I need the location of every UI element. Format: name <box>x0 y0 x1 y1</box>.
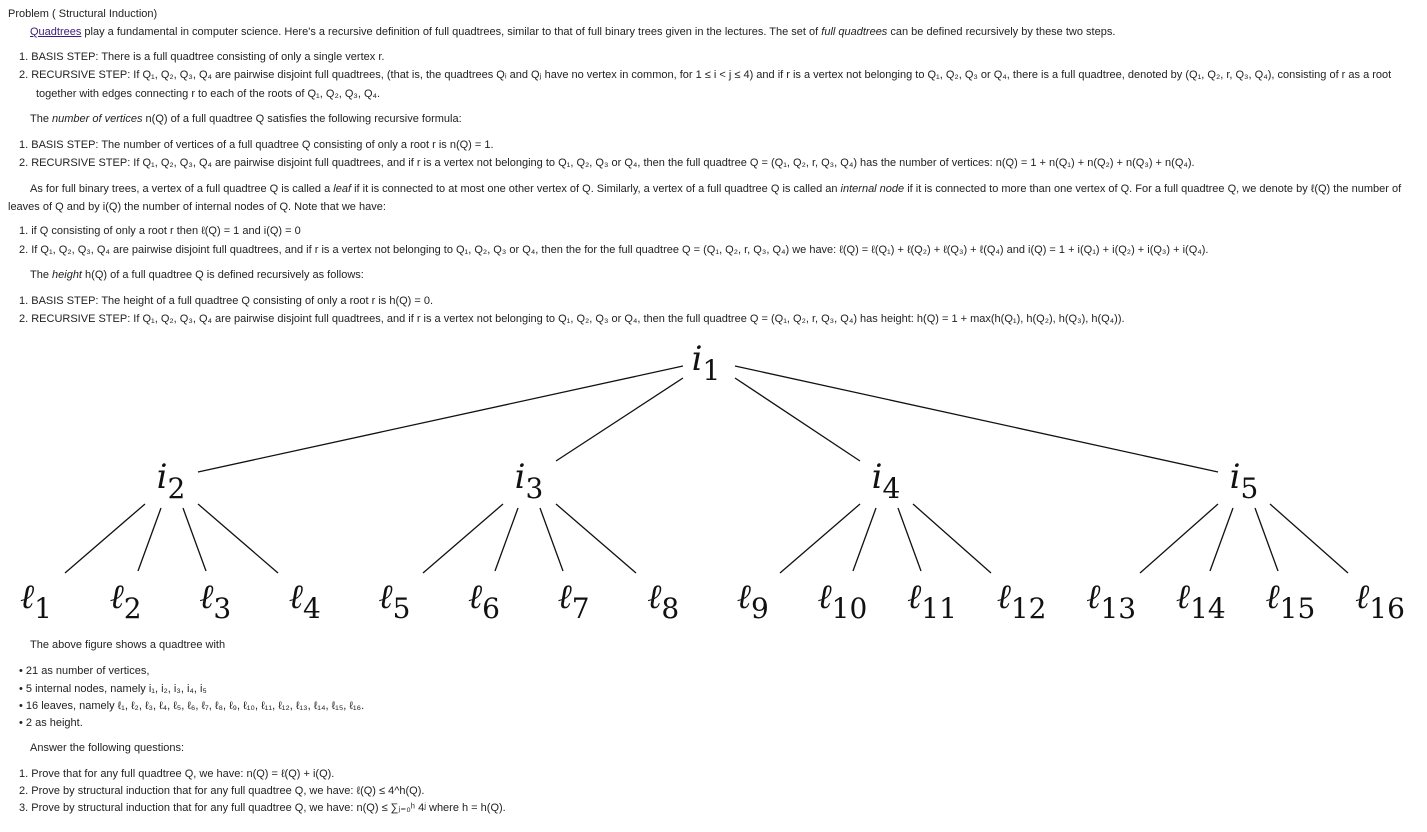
node-leaf-8: ℓ$_8$ <box>647 577 680 625</box>
node-leaf-4: ℓ$_4$ <box>288 577 321 625</box>
edge-i2-l4 <box>198 504 278 573</box>
edge-i1-i4 <box>735 378 860 461</box>
height-intro-b: h(Q) of a full quadtree Q is defined recursively as follows: <box>82 269 364 281</box>
edge-i1-i5 <box>735 366 1218 472</box>
tree-edges <box>65 366 1348 573</box>
edge-i4-l11 <box>898 508 921 571</box>
definition-recursive-step: 2. RECURSIVE STEP: If Q₁, Q₂, Q₃, Q₄ are pairwise disjoint full quadtrees, (that is, the quadtrees Qᵢ and Qⱼ have no vertex in common, for 1 ≤ i < j ≤ 4) and if r is a vertex not belonging to Q₁, Q₂, Q₃ or Q₄, there is a full quadtree, denoted by (Q₁, Q₂, r, Q₃, Q₄), consisting of r as a root <box>19 69 1392 81</box>
questions-intro: Answer the following questions: <box>30 742 185 754</box>
node-leaf-13: ℓ$_{13}$ <box>1086 577 1137 625</box>
edge-i4-l9 <box>780 504 860 573</box>
summary-intro: The above figure shows a quadtree with <box>30 639 226 651</box>
definition-recursive-step-cont: together with edges connecting r to each of the roots of Q₁, Q₂, Q₃, Q₄. <box>36 88 381 100</box>
edge-i5-l15 <box>1255 508 1278 571</box>
node-internal-2: $i_2$ <box>156 457 186 505</box>
intro-text-b: can be defined recursively by these two steps. <box>887 26 1116 38</box>
node-internal-5: $i_5$ <box>1229 457 1259 505</box>
height-intro <box>30 268 364 282</box>
node-leaf-5: ℓ$_5$ <box>378 577 411 625</box>
leaf-paragraph-cont: leaves of Q and by i(Q) the number of internal nodes of Q. Note that we have: <box>8 201 386 213</box>
leaf-text-a: As for full binary trees, a vertex of a full quadtree Q is called a <box>30 183 334 195</box>
height-emphasis: height <box>52 269 82 281</box>
node-leaf-15: ℓ$_{15}$ <box>1265 577 1316 625</box>
summary-item-leaves: • 16 leaves, namely ℓ₁, ℓ₂, ℓ₃, ℓ₄, ℓ₅, ℓ₆, ℓ₇, ℓ₈, ℓ₉, ℓ₁₀, ℓ₁₁, ℓ₁₂, ℓ₁₃, ℓ₁₄, ℓ₁₅, ℓ₁₆. <box>19 700 365 712</box>
node-leaf-12: ℓ$_{12}$ <box>996 577 1047 625</box>
leaf-emphasis: leaf <box>333 183 352 195</box>
intro-text-a: play a fundamental in computer science. Here's a recursive definition of full quadtrees, similar to that of full binary trees given in the lectures. The set of <box>81 26 822 38</box>
node-internal-4: $i_4$ <box>871 457 901 505</box>
edge-i3-l7 <box>540 508 563 571</box>
height-basis-step: 1. BASIS STEP: The height of a full quadtree Q consisting of only a root r is h(Q) = 0. <box>19 295 434 307</box>
leaf-paragraph <box>30 182 1401 196</box>
node-root: $i_1$ <box>691 339 721 387</box>
vertices-intro-a: The <box>30 113 53 125</box>
edge-i4-l10 <box>853 508 876 571</box>
question-2: 2. Prove by structural induction that for any full quadtree Q, we have: ℓ(Q) ≤ 4^h(Q). <box>19 785 425 797</box>
edge-i2-l3 <box>183 508 206 571</box>
summary-item-vertices: • 21 as number of vertices, <box>19 665 150 677</box>
intro-emphasis: full quadtrees <box>821 26 888 38</box>
summary-item-height: • 2 as height. <box>19 717 83 729</box>
node-leaf-9: ℓ$_9$ <box>736 577 769 625</box>
edge-i1-i2 <box>198 366 683 472</box>
leaf-item-1: 1. if Q consisting of only a root r then ℓ(Q) = 1 and i(Q) = 0 <box>19 225 301 237</box>
edge-i4-l12 <box>913 504 991 573</box>
question-3: 3. Prove by structural induction that for any full quadtree Q, we have: n(Q) ≤ ∑ⱼ₌₀ʰ 4ʲ where h = h(Q). <box>19 802 506 814</box>
edge-i2-l2 <box>138 508 161 571</box>
definition-basis-step: 1. BASIS STEP: There is a full quadtree consisting of only a single vertex r. <box>19 51 385 63</box>
intro-paragraph <box>30 25 1115 39</box>
node-internal-3: $i_3$ <box>514 457 544 505</box>
vertices-recursive-step: 2. RECURSIVE STEP: If Q₁, Q₂, Q₃, Q₄ are pairwise disjoint full quadtrees, and if r is a vertex not belonging to Q₁, Q₂, Q₃ or Q₄, then the full quadtree Q = (Q₁, Q₂, r, Q₃, Q₄) has the number of vertices: n(Q) = 1 + n(Q₁) + n(Q₂) + n(Q₃) + n(Q₄). <box>19 157 1195 169</box>
node-leaf-10: ℓ$_{10}$ <box>817 577 868 625</box>
leaf-item-2: 2. If Q₁, Q₂, Q₃, Q₄ are pairwise disjoint full quadtrees, and if r is a vertex not belonging to Q₁, Q₂, Q₃ or Q₄, then the for the full quadtree Q = (Q₁, Q₂, r, Q₃, Q₄) we have: ℓ(Q) = ℓ(Q₁) + ℓ(Q₂) + ℓ(Q₃) + ℓ(Q₄) and i(Q) = 1 + i(Q₁) + i(Q₂) + i(Q₃) + i(Q₄). <box>19 244 1209 256</box>
vertices-intro <box>30 112 462 126</box>
height-recursive-step: 2. RECURSIVE STEP: If Q₁, Q₂, Q₃, Q₄ are pairwise disjoint full quadtrees, and if r is a vertex not belonging to Q₁, Q₂, Q₃ or Q₄, then the full quadtree Q = (Q₁, Q₂, r, Q₃, Q₄) has height: h(Q) = 1 + max(h(Q₁), h(Q₂), h(Q₃), h(Q₄)). <box>19 313 1125 325</box>
height-intro-a: The <box>30 269 53 281</box>
edge-i5-l14 <box>1210 508 1233 571</box>
quadtrees-link[interactable]: Quadtrees <box>30 26 82 38</box>
vertices-basis-step: 1. BASIS STEP: The number of vertices of a full quadtree Q consisting of only a root r is n(Q) = 1. <box>19 139 494 151</box>
edge-i3-l8 <box>556 504 636 573</box>
leaf-text-b: if it is connected to at most one other vertex of Q. Similarly, a vertex of a full quadtree Q is called an <box>351 183 841 195</box>
leaf-text-c: if it is connected to more than one vertex of Q. For a full quadtree Q, we denote by ℓ(Q) the number of <box>904 183 1402 195</box>
edge-i1-i3 <box>556 378 683 461</box>
node-leaf-3: ℓ$_3$ <box>199 577 232 625</box>
problem-title: Problem ( Structural Induction) <box>8 8 158 20</box>
node-leaf-16: ℓ$_{16}$ <box>1355 577 1405 625</box>
vertices-intro-b: n(Q) of a full quadtree Q satisfies the following recursive formula: <box>142 113 462 125</box>
node-leaf-11: ℓ$_{11}$ <box>907 577 957 625</box>
edge-i5-l13 <box>1140 504 1218 573</box>
vertices-intro-emphasis: number of vertices <box>52 113 143 125</box>
node-leaf-6: ℓ$_6$ <box>468 577 500 625</box>
edge-i2-l1 <box>65 504 145 573</box>
node-leaf-14: ℓ$_{14}$ <box>1175 577 1226 625</box>
edge-i3-l5 <box>423 504 503 573</box>
summary-item-internal: • 5 internal nodes, namely i₁, i₂, i₃, i₄, i₅ <box>19 683 207 695</box>
internal-node-emphasis: internal node <box>840 183 905 195</box>
node-leaf-7: ℓ$_7$ <box>557 577 590 625</box>
edge-i3-l6 <box>495 508 518 571</box>
edge-i5-l16 <box>1270 504 1348 573</box>
question-1: 1. Prove that for any full quadtree Q, we have: n(Q) = ℓ(Q) + i(Q). <box>19 768 335 780</box>
tree-nodes <box>20 339 1405 625</box>
node-leaf-1: ℓ$_1$ <box>20 577 52 625</box>
quadtree-figure <box>0 336 1427 626</box>
node-leaf-2: ℓ$_2$ <box>109 577 142 625</box>
